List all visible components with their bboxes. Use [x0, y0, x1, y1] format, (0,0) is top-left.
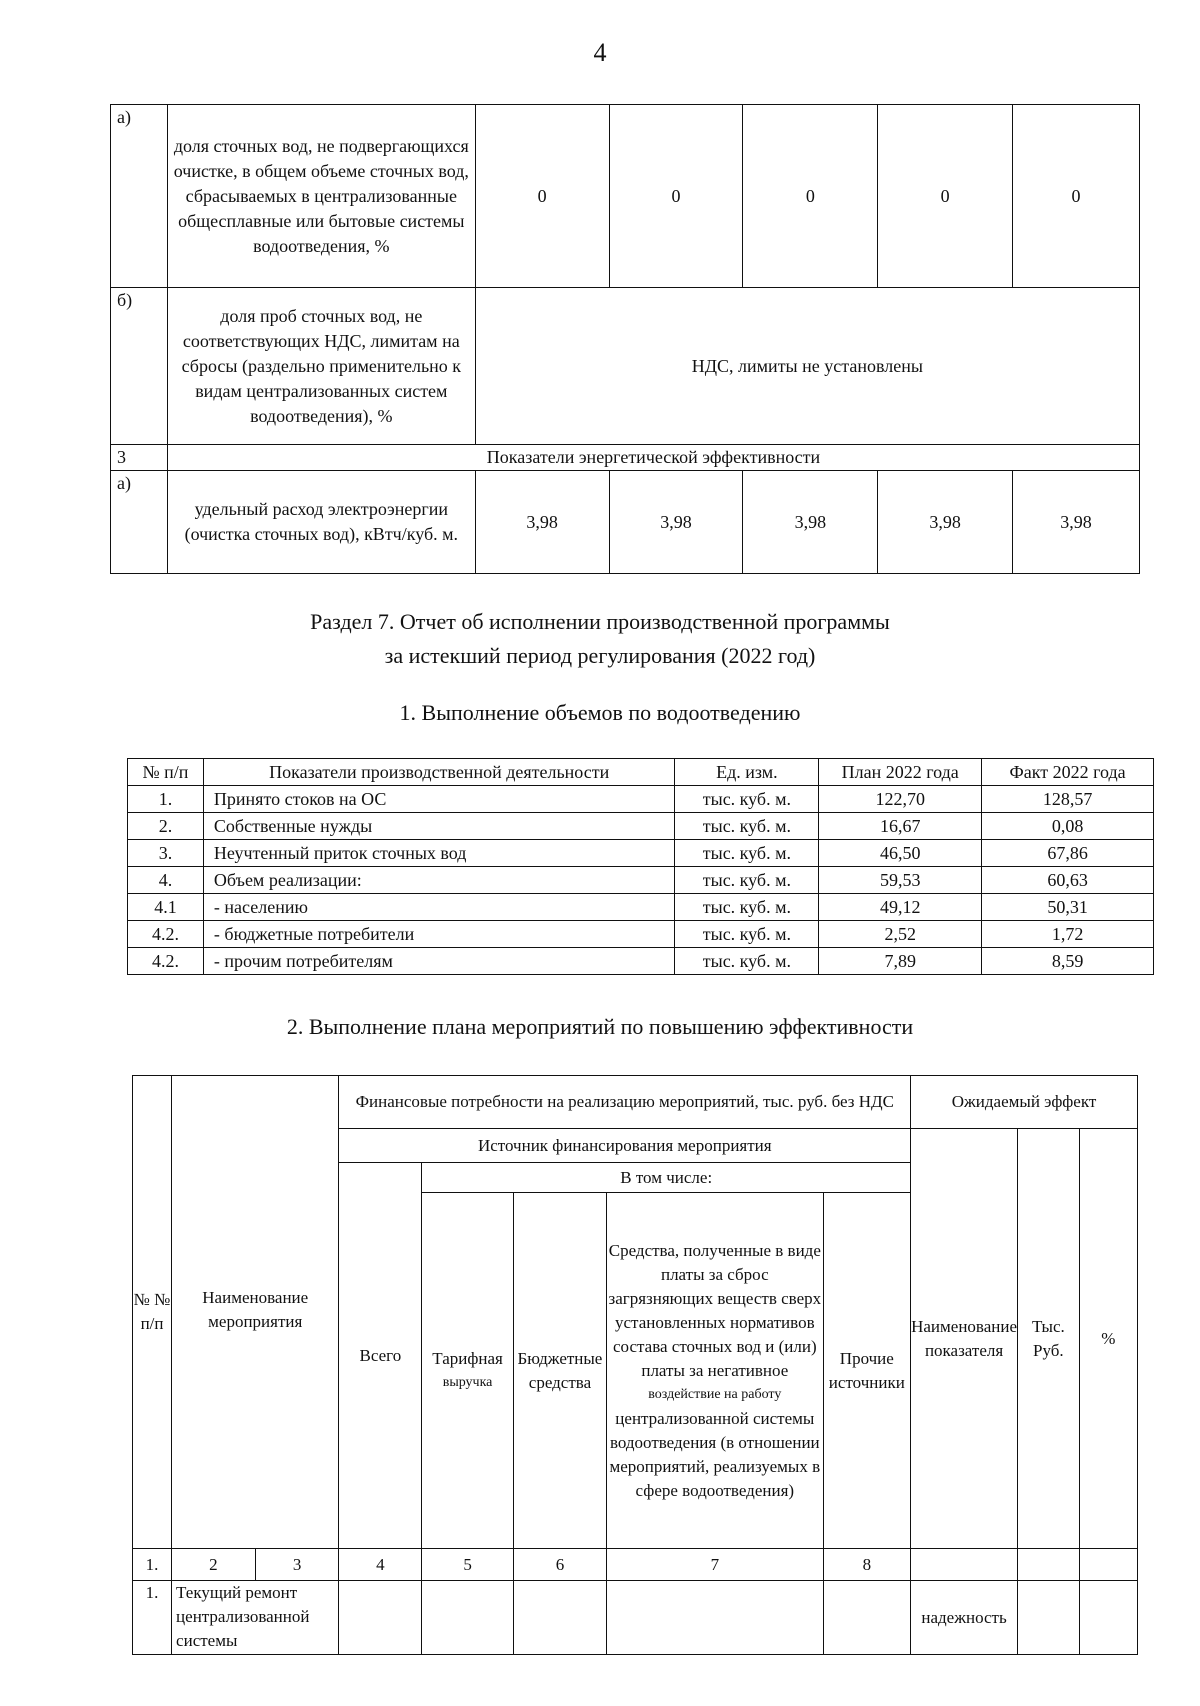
indicator-value: 3,98 — [475, 471, 609, 574]
column-number: 6 — [513, 1549, 606, 1581]
cell: тыс. куб. м. — [675, 813, 819, 840]
cell: 60,63 — [982, 867, 1154, 894]
cell: 1,72 — [982, 921, 1154, 948]
table-row — [128, 840, 1154, 867]
cell: 4.1 — [128, 894, 204, 921]
cell: 128,57 — [982, 786, 1154, 813]
indicator-value: 3,98 — [743, 471, 878, 574]
indicators-table — [110, 104, 1140, 574]
indicator-name: доля сточных вод, не подвергающихся очистке, в общем объеме сточных вод, сбрасываемых в централизованные общесплавные или бытовые системы водоотведения, % — [167, 105, 475, 288]
cell: 4.2. — [128, 921, 204, 948]
cell: 2. — [128, 813, 204, 840]
cell: 1. — [128, 786, 204, 813]
empty-cell — [1018, 1549, 1080, 1581]
budget-header: Бюджетные средства — [513, 1193, 606, 1549]
effect-header: Ожидаемый эффект — [911, 1076, 1138, 1129]
cell: Принято стоков на ОС — [203, 786, 675, 813]
empty-cell — [911, 1549, 1018, 1581]
indicator-value: 3,98 — [878, 471, 1013, 574]
thousand-rub-header: Тыс. Руб. — [1018, 1129, 1080, 1549]
cell: тыс. куб. м. — [675, 921, 819, 948]
fees-header — [607, 1193, 823, 1549]
section-row — [111, 445, 1140, 471]
row-index: б) — [111, 288, 168, 445]
merged-note: НДС, лимиты не установлены — [475, 288, 1139, 445]
column-number: 3 — [255, 1549, 339, 1581]
fees-header-part3: централизованной системы водоотведения (в отношении мероприятий, реализуемых в сфере водоотведения) — [609, 1408, 821, 1500]
cell: тыс. куб. м. — [675, 894, 819, 921]
indicator-value: 0 — [609, 105, 743, 288]
number-header: № № п/п — [133, 1076, 172, 1549]
column-number: 4 — [339, 1549, 422, 1581]
indicator-value: 0 — [878, 105, 1013, 288]
name-header: Наименование мероприятия — [172, 1076, 339, 1549]
section-title: Показатели энергетической эффективности — [167, 445, 1139, 471]
table-header-row — [128, 759, 1154, 786]
column-header: План 2022 года — [819, 759, 982, 786]
cell: 7,89 — [819, 948, 982, 975]
indicator-name-header: Наименование показателя — [911, 1129, 1018, 1549]
indicator-value: 0 — [475, 105, 609, 288]
table-row — [128, 894, 1154, 921]
volumes-table — [127, 758, 1154, 975]
table-row — [133, 1581, 1138, 1655]
tariff-header-line2: выручка — [442, 1374, 493, 1390]
fees-header-part2: воздействие на работу — [648, 1386, 782, 1402]
table-row — [128, 813, 1154, 840]
cell: тыс. куб. м. — [675, 840, 819, 867]
cell: - бюджетные потребители — [203, 921, 675, 948]
column-header: Ед. изм. — [675, 759, 819, 786]
cell: 59,53 — [819, 867, 982, 894]
source-header: Источник финансирования мероприятия — [339, 1129, 911, 1163]
cell: 3. — [128, 840, 204, 867]
measures-table — [132, 1075, 1138, 1655]
measures-title: 2. Выполнение плана мероприятий по повышению эффективности — [286, 1014, 914, 1039]
indicator-value: 3,98 — [609, 471, 743, 574]
percent-header: % — [1079, 1129, 1137, 1549]
empty-cell — [1018, 1581, 1080, 1655]
total-header: Всего — [339, 1163, 422, 1549]
indicator-name: удельный расход электроэнергии (очистка сточных вод), кВтч/куб. м. — [167, 471, 475, 574]
row-index: 3 — [111, 445, 168, 471]
column-number: 1. — [133, 1549, 172, 1581]
cell: Объем реализации: — [203, 867, 675, 894]
empty-cell — [823, 1581, 911, 1655]
cell: 0,08 — [982, 813, 1154, 840]
measure-indicator: надежность — [911, 1581, 1018, 1655]
table-row — [128, 921, 1154, 948]
cell: 16,67 — [819, 813, 982, 840]
table-row — [111, 105, 1140, 288]
cell: 67,86 — [982, 840, 1154, 867]
section7-title-line2: за истекший период регулирования (2022 год) — [384, 643, 816, 668]
table-header-row — [133, 1076, 1138, 1129]
cell: 2,52 — [819, 921, 982, 948]
table-row — [128, 867, 1154, 894]
column-header: Факт 2022 года — [982, 759, 1154, 786]
financing-header: Финансовые потребности на реализацию мероприятий, тыс. руб. без НДС — [339, 1076, 911, 1129]
cell: 4. — [128, 867, 204, 894]
row-index: а) — [111, 471, 168, 574]
row-index: а) — [111, 105, 168, 288]
row-number: 1. — [133, 1581, 172, 1655]
column-number: 5 — [422, 1549, 513, 1581]
cell: 50,31 — [982, 894, 1154, 921]
measure-name: Текущий ремонт централизованной системы — [172, 1581, 339, 1655]
cell: Собственные нужды — [203, 813, 675, 840]
empty-cell — [607, 1581, 823, 1655]
section7-title-line1: Раздел 7. Отчет об исполнении производственной программы — [310, 609, 890, 634]
cell: 4.2. — [128, 948, 204, 975]
cell: - прочим потребителям — [203, 948, 675, 975]
empty-cell — [1079, 1549, 1137, 1581]
empty-cell — [513, 1581, 606, 1655]
cell: 49,12 — [819, 894, 982, 921]
indicator-name: доля проб сточных вод, не соответствующих НДС, лимитам на сбросы (раздельно применительно к видам централизованных систем водоотведения), % — [167, 288, 475, 445]
volumes-title: 1. Выполнение объемов по водоотведению — [399, 700, 801, 725]
column-header: Показатели производственной деятельности — [203, 759, 675, 786]
fees-header-part1: Средства, полученные в виде платы за сброс загрязняющих веществ сверх установленных нормативов состава сточных вод и (или) платы за негативное — [608, 1240, 822, 1380]
indicator-value: 0 — [1013, 105, 1140, 288]
column-number: 7 — [607, 1549, 823, 1581]
page-number: 4 — [593, 38, 607, 67]
cell: 46,50 — [819, 840, 982, 867]
table-row — [111, 288, 1140, 445]
cell: тыс. куб. м. — [675, 867, 819, 894]
column-header: № п/п — [128, 759, 204, 786]
indicator-value: 3,98 — [1013, 471, 1140, 574]
column-number-row — [133, 1549, 1138, 1581]
cell: 122,70 — [819, 786, 982, 813]
including-header: В том числе: — [422, 1163, 911, 1193]
table-row — [128, 786, 1154, 813]
cell: - населению — [203, 894, 675, 921]
empty-cell — [1079, 1581, 1137, 1655]
cell: Неучтенный приток сточных вод — [203, 840, 675, 867]
indicator-value: 0 — [743, 105, 878, 288]
empty-cell — [339, 1581, 422, 1655]
table-row — [128, 948, 1154, 975]
cell: тыс. куб. м. — [675, 948, 819, 975]
column-number: 8 — [823, 1549, 911, 1581]
cell: 8,59 — [982, 948, 1154, 975]
tariff-header — [422, 1193, 513, 1549]
other-sources-header: Прочие источники — [823, 1193, 911, 1549]
cell: тыс. куб. м. — [675, 786, 819, 813]
tariff-header-line1: Тарифная — [432, 1348, 503, 1368]
empty-cell — [422, 1581, 513, 1655]
table-row — [111, 471, 1140, 574]
column-number: 2 — [172, 1549, 256, 1581]
